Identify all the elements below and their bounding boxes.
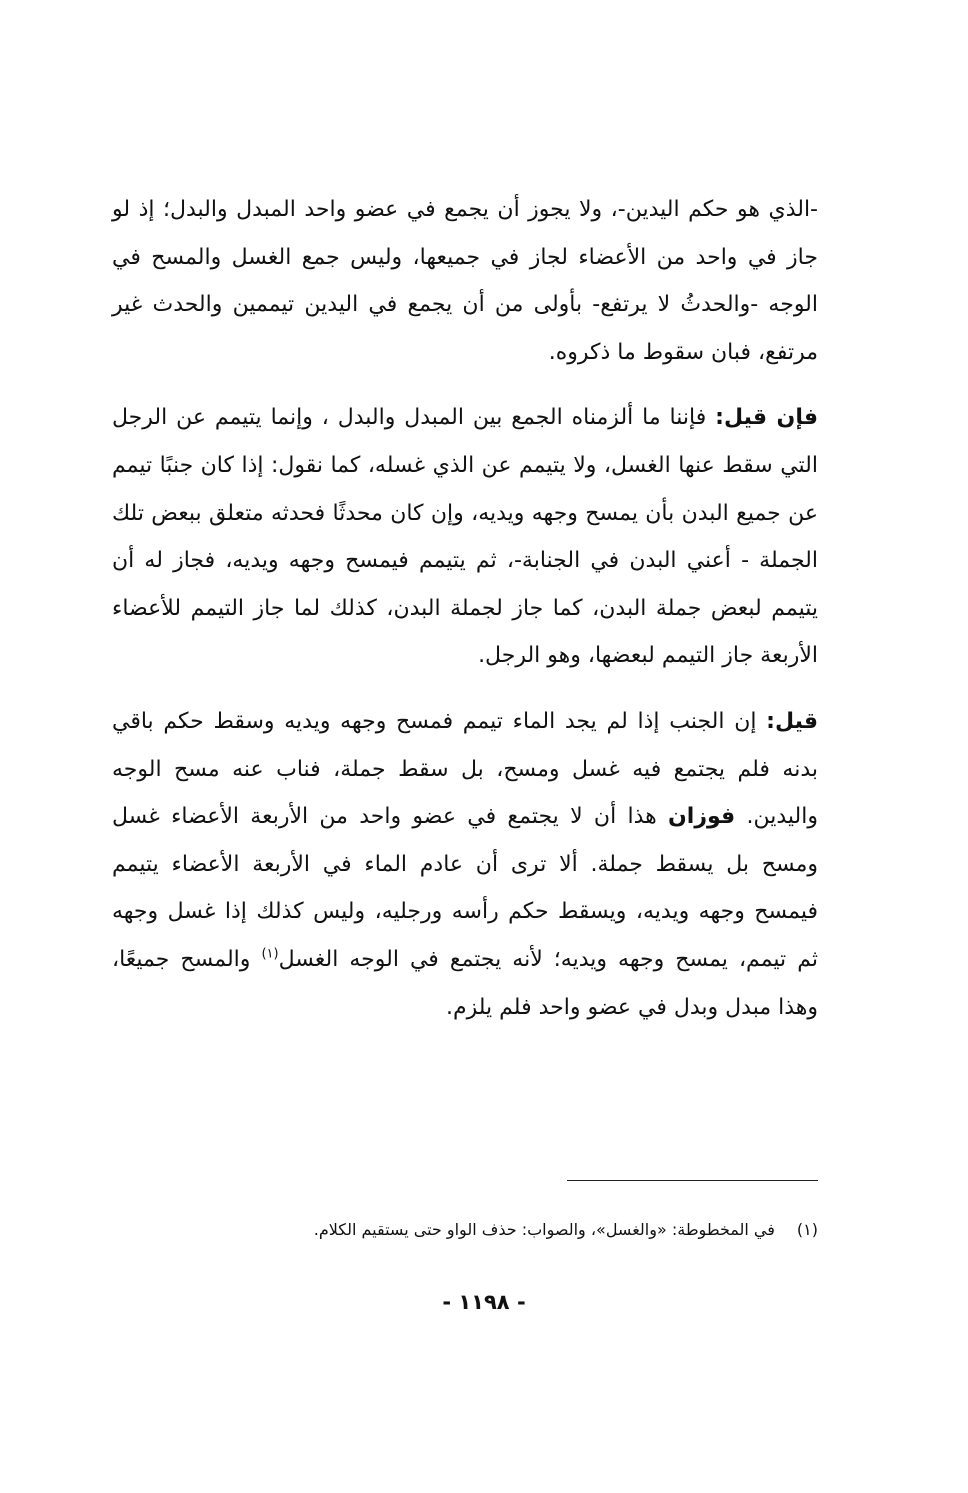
paragraph-3-text-b: هذا أن لا يجتمع في عضو واحد من الأربعة الأعضاء غسل ومسح بل يسقط جملة. ألا ترى أن عادم الماء في الأربعة الأعضاء يتيمم فيمسح وجهه ويديه، ويسقط حكم رأسه ورجليه، وليس كذلك إذا غسل وجهه ثم تيمم، يمسح وجهه ويديه؛ لأنه يجتمع في الوجه الغسل	[112, 804, 818, 972]
paragraph-2-lead: فإن قيل:	[715, 405, 818, 431]
main-text	[112, 186, 818, 1049]
paragraph-1	[112, 186, 818, 376]
paragraph-3-text-c: والمسح جميعًا، وهذا مبدل وبدل في عضو واحد فلم يلزم.	[112, 946, 818, 1020]
paragraph-3	[112, 698, 818, 1031]
footnote-reference[interactable]: (١)	[261, 946, 279, 962]
paragraph-3-text-a: إن الجنب إذا لم يجد الماء تيمم فمسح وجهه ويديه وسقط حكم باقي بدنه فلم يجتمع فيه غسل ومسح، بل سقط جملة، فناب عنه مسح الوجه واليدين.	[112, 708, 818, 830]
footnote-text: في المخطوطة: «والغسل»، والصواب: حذف الواو حتى يستقيم الكلام.	[313, 1220, 775, 1239]
paragraph-1-text: -الذي هو حكم اليدين-، ولا يجوز أن يجمع في عضو واحد المبدل والبدل؛ إذ لو جاز في واحد من الأعضاء لجاز في جميعها، وليس جمع الغسل والمسح في الوجه -والحدثُ لا يرتفع- بأولى من أن يجمع في اليدين تيممين والحدث غير مرتفع، فبان سقوط ما ذكروه.	[112, 197, 818, 365]
footnote	[112, 1216, 818, 1244]
footnote-divider	[567, 1180, 818, 1181]
paragraph-3-lead: قيل:	[766, 708, 818, 734]
footnote-number: (١)	[796, 1220, 818, 1239]
page-number: - ١١٩٨ -	[442, 1290, 526, 1314]
paragraph-2	[112, 394, 818, 680]
paragraph-2-text: فإننا ما ألزمناه الجمع بين المبدل والبدل ، وإنما يتيمم عن الرجل التي سقط عنها الغسل، ولا يتيمم عن الذي غسله، كما نقول: إذا كان جنبًا تيمم عن جميع البدن بأن يمسح وجهه ويديه، وإن كان محدثًا فحدثه متعلق ببعض تلك الجملة - أعني البدن في الجنابة-، ثم يتيمم فيمسح وجهه ويديه، فجاز له أن يتيمم لبعض جملة البدن، كما جاز لجملة البدن، كذلك لما جاز التيمم للأعضاء الأربعة جاز التيمم لبعضها، وهو الرجل.	[112, 405, 818, 669]
paragraph-3-bold-word: فوزان	[668, 804, 736, 830]
